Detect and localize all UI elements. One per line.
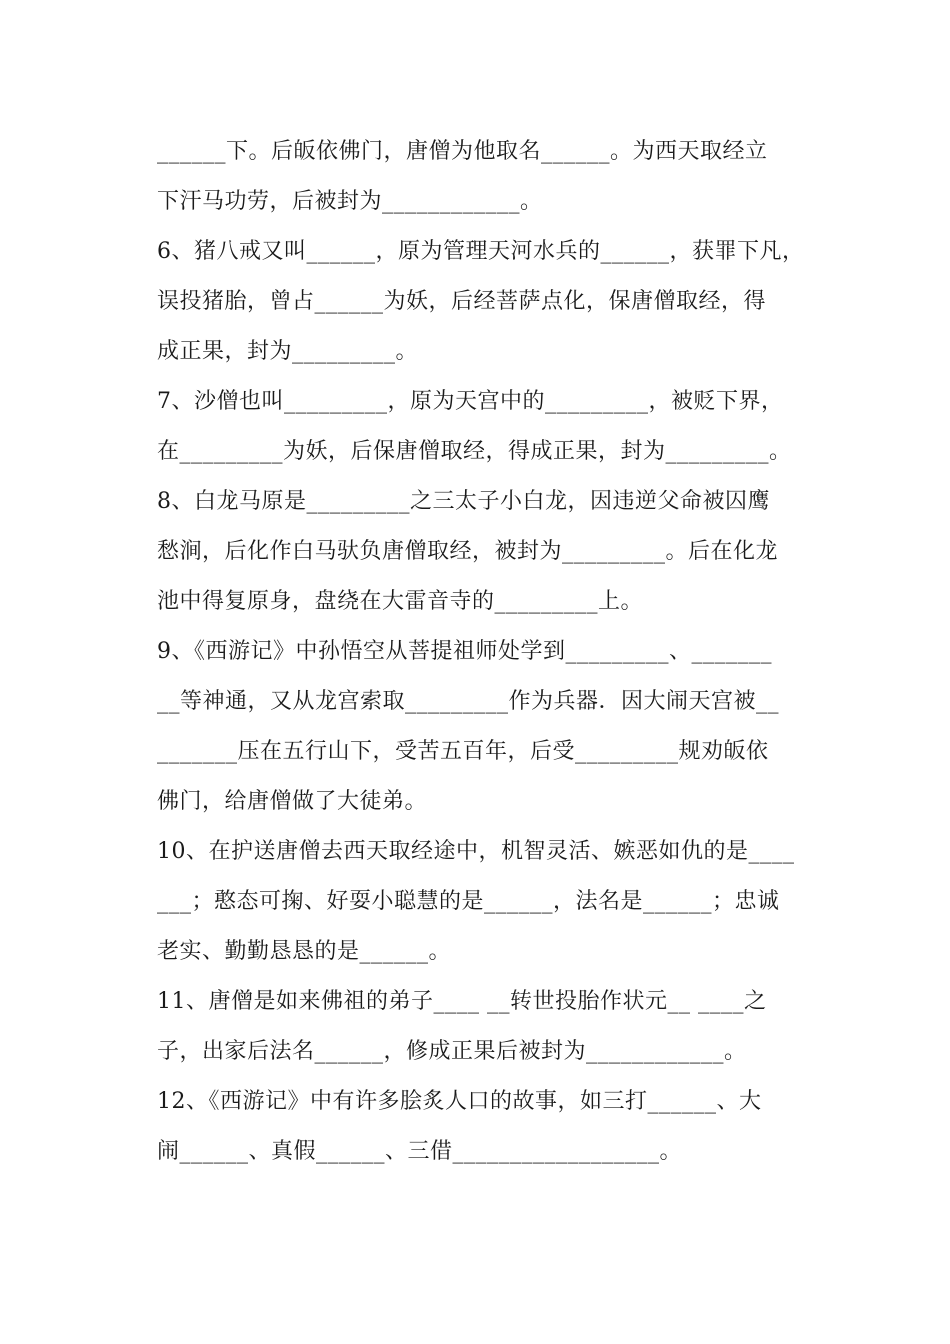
question-9-line: 9、《西游记》中孙悟空从菩提祖师处学到_________、_______ [157, 639, 772, 664]
text-line: 下汗马功劳，后被封为____________。 [157, 189, 543, 214]
question-6-line: 6、猪八戒又叫______，原为管理天河水兵的______，获罪下凡， [157, 239, 805, 264]
question-8-line: 8、白龙马原是_________之三太子小白龙，因违逆父命被囚鹰 [157, 489, 770, 514]
text-line: ___；憨态可掬、好耍小聪慧的是______，法名是______；忠诚 [157, 889, 780, 914]
text-line: 误投猪胎，曾占______为妖，后经菩萨点化，保唐僧取经，得 [157, 289, 767, 314]
text-line: 佛门，给唐僧做了大徒弟。 [157, 789, 428, 814]
text-line: __等神通，又从龙宫索取_________作为兵器．因大闹天宫被__ [157, 689, 780, 714]
text-line: 愁涧，后化作白马驮负唐僧取经，被封为_________。后在化龙 [157, 539, 779, 564]
text-line: 子，出家后法名______，修成正果后被封为____________。 [157, 1039, 747, 1064]
text-line: ______下。后皈依佛门，唐僧为他取名______。为西天取经立 [157, 139, 768, 164]
question-12-line: 12、《西游记》中有许多脍炙人口的故事，如三打______、大 [157, 1089, 762, 1114]
text-line: 闹______、真假______、三借__________________。 [157, 1139, 683, 1164]
text-line: _______压在五行山下，受苦五百年，后受_________规劝皈依 [157, 739, 769, 764]
question-text-body [157, 130, 805, 1180]
question-10-line: 10、在护送唐僧去西天取经途中，机智灵活、嫉恶如仇的是____ [157, 839, 795, 864]
text-line: 成正果，封为_________。 [157, 339, 419, 364]
question-7-line: 7、沙僧也叫_________，原为天宫中的_________，被贬下界， [157, 389, 784, 414]
question-11-line: 11、唐僧是如来佛祖的弟子____ __转世投胎作状元__ ____之 [157, 989, 767, 1014]
text-line: 池中得复原身，盘绕在大雷音寺的_________上。 [157, 589, 644, 614]
text-line: 老实、勤勤恳恳的是______。 [157, 939, 452, 964]
text-line: 在_________为妖，后保唐僧取经，得成正果，封为_________。 [157, 439, 792, 464]
